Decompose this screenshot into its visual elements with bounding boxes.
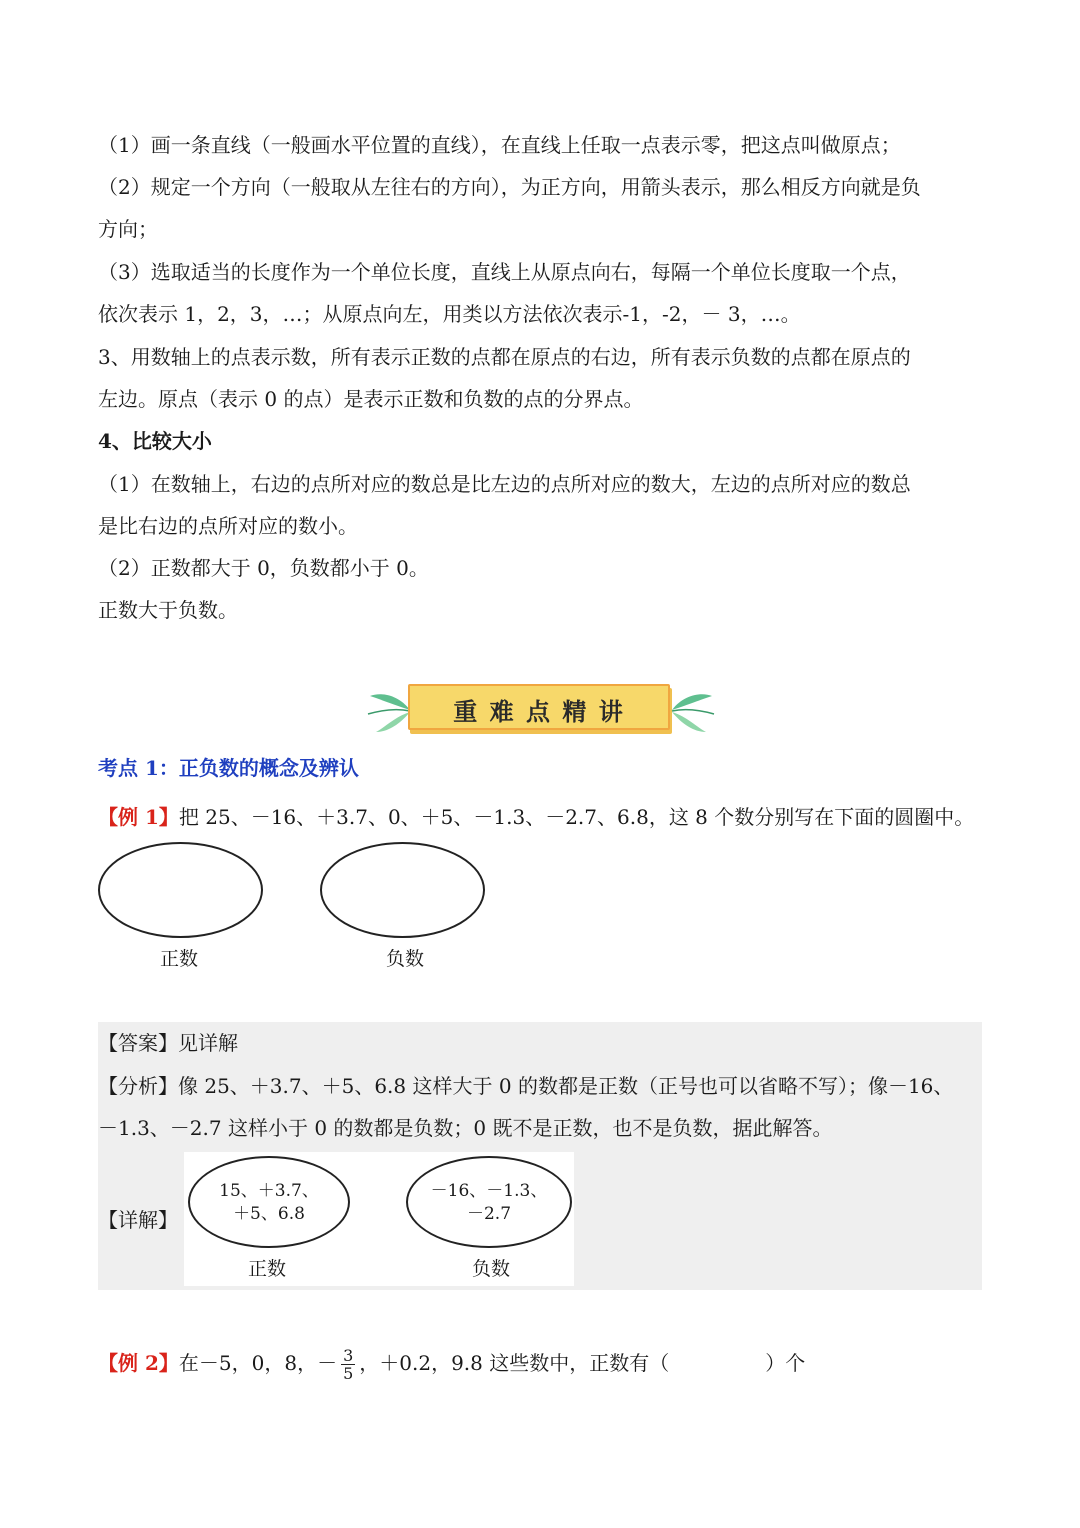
fraction <box>341 1347 355 1382</box>
text-line-3: 方向； <box>98 217 158 241</box>
detail-positive-line-1: 15、＋3.7、 <box>219 1181 319 1201</box>
detail-positive-label: 正数 <box>248 1258 287 1280</box>
detail-figure <box>184 1152 574 1286</box>
positive-label: 正数 <box>160 948 199 970</box>
leaf-right-icon <box>666 686 716 736</box>
text-line-5: 依次表示 1，2，3，…；从原点向左，用类以方法依次表示-1，-2，－ 3，…。 <box>98 302 801 326</box>
example1-text: 把 25、－16、＋3.7、0、＋5、－1.3、－2.7、6.8，这 8 个数分别写在下面的圆圈中。 <box>178 805 975 829</box>
detail-negative-values <box>414 1180 564 1226</box>
example2-text-after: ，＋0.2，9.8 这些数中，正数有（ <box>359 1351 670 1375</box>
analysis-tag: 【分析】 <box>98 1074 178 1098</box>
example1-question <box>98 804 974 830</box>
text-line-4: （3）选取适当的长度作为一个单位长度，直线上从原点向右，每隔一个单位长度取一个点， <box>98 260 911 284</box>
example2-text-before: 在－5，0，8，－ <box>178 1351 338 1375</box>
text-line-12: 正数大于负数。 <box>98 598 238 622</box>
example2-text-end: ）个 <box>765 1351 806 1375</box>
detail-tag: 【详解】 <box>98 1208 178 1232</box>
detail-positive-values <box>194 1180 344 1226</box>
positive-circle <box>98 842 263 938</box>
detail-positive-line-2: ＋5、6.8 <box>233 1204 305 1224</box>
example2-tag: 【例 2】 <box>98 1351 179 1375</box>
fraction-numerator: 3 <box>343 1346 354 1365</box>
banner-box <box>408 684 670 730</box>
detail-negative-line-1: －16、－1.3、 <box>430 1181 548 1201</box>
text-line-10: 是比右边的点所对应的数小。 <box>98 514 358 538</box>
negative-circle <box>320 842 485 938</box>
answer-tag: 【答案】 <box>98 1031 178 1055</box>
text-line-6: 3、用数轴上的点表示数，所有表示正数的点都在原点的右边，所有表示负数的点都在原点的 <box>98 345 911 369</box>
example1-tag: 【例 1】 <box>98 805 179 829</box>
text-line-1: （1）画一条直线（一般画水平位置的直线），在直线上任取一点表示零，把这点叫做原点； <box>98 133 901 157</box>
section-banner <box>366 680 712 740</box>
detail-negative-line-2: －2.7 <box>466 1204 512 1224</box>
banner-title: 重 难 点 精 讲 <box>453 698 625 726</box>
answer-text: 见详解 <box>178 1031 238 1055</box>
section-title: 考点 1：正负数的概念及辨认 <box>98 756 359 780</box>
analysis-text-1: 像 25、＋3.7、＋5、6.8 这样大于 0 的数都是正数（正号也可以省略不写）；像－16、 <box>178 1074 954 1098</box>
negative-label: 负数 <box>386 948 425 970</box>
fraction-denominator: 5 <box>343 1364 354 1383</box>
analysis-line-2: －1.3、－2.7 这样小于 0 的数都是负数；0 既不是正数，也不是负数，据此解答。 <box>98 1116 833 1140</box>
text-line-9: （1）在数轴上，右边的点所对应的数总是比左边的点所对应的数大，左边的点所对应的数总 <box>98 472 911 496</box>
text-line-2: （2）规定一个方向（一般取从左往右的方向），为正方向，用箭头表示，那么相反方向就是负 <box>98 175 921 199</box>
detail-negative-label: 负数 <box>472 1258 511 1280</box>
analysis-line-1 <box>98 1073 953 1099</box>
text-line-11: （2）正数都大于 0，负数都小于 0。 <box>98 556 429 580</box>
text-line-7: 左边。原点（表示 0 的点）是表示正数和负数的点的分界点。 <box>98 387 644 411</box>
answer-line <box>98 1030 238 1056</box>
heading-compare: 4、比较大小 <box>98 429 212 453</box>
example2-question <box>98 1338 805 1388</box>
